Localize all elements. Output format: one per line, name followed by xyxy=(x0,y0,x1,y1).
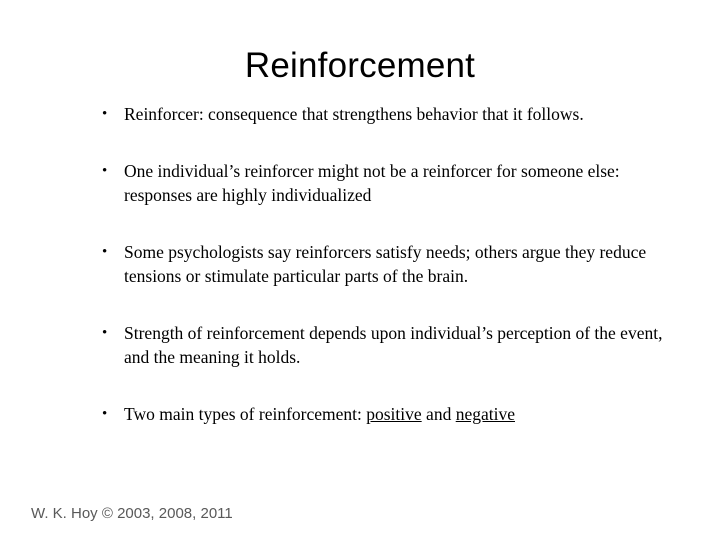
footer-copyright: W. K. Hoy © 2003, 2008, 2011 xyxy=(31,505,233,522)
bullet-text: Strength of reinforcement depends upon individual’s perception of the event, and the meaning it holds. xyxy=(124,323,663,367)
bullet-marker: • xyxy=(102,244,108,260)
bullet-item-reinforcer-definition xyxy=(102,102,692,126)
bullet-text: Some psychologists say reinforcers satisfy needs; others argue they reduce tensions or stimulate particular parts of the brain. xyxy=(124,242,647,286)
slide-title: Reinforcement xyxy=(244,46,476,85)
bullet-marker: • xyxy=(102,406,108,422)
bullet-text-middle: and xyxy=(421,404,456,424)
bullet-marker: • xyxy=(102,163,108,179)
bullet-item-individual-reinforcer xyxy=(102,159,692,207)
bullet-item-psychologists-views xyxy=(102,240,692,288)
bullet-item-strength-of-reinforcement xyxy=(102,321,692,369)
bullet-marker: • xyxy=(102,106,108,122)
bullet-text-prefix: Two main types of reinforcement: xyxy=(124,404,367,424)
bullet-text: Reinforcer: consequence that strengthens behavior that it follows. xyxy=(124,104,584,124)
bullet-text: One individual’s reinforcer might not be a reinforcer for someone else: responses are highly individualized xyxy=(124,161,620,205)
bullet-text xyxy=(124,402,692,426)
negative-link[interactable]: negative xyxy=(455,404,515,424)
bullet-marker: • xyxy=(102,325,108,341)
bullet-item-types-of-reinforcement xyxy=(102,402,692,426)
positive-link[interactable]: positive xyxy=(366,404,422,424)
